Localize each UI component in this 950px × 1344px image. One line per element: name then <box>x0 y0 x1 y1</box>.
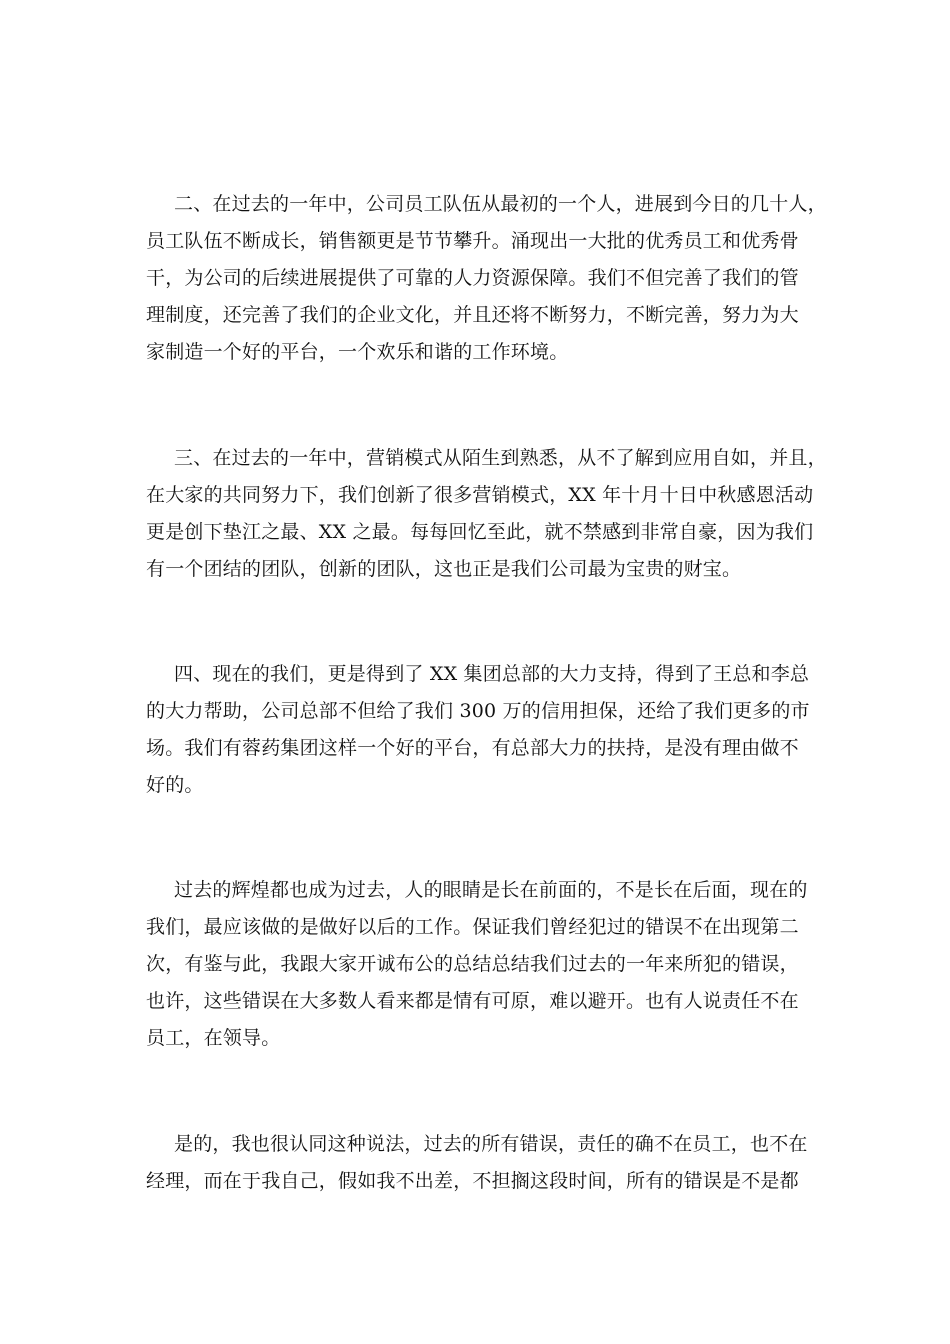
paragraph-2-staff-growth <box>146 186 827 371</box>
text-line: 是的，我也很认同这种说法，过去的所有错误，责任的确不在员工，也不在 <box>174 1133 808 1155</box>
text-line: 干，为公司的后续进展提供了可靠的人力资源保障。我们不但完善了我们的管 <box>146 267 799 289</box>
paragraph-4-headquarters-support <box>146 656 810 804</box>
text-line: 家制造一个好的平台，一个欢乐和谐的工作环境。 <box>146 341 569 363</box>
paragraph-3-marketing <box>146 440 827 588</box>
paragraph-past-glory <box>146 872 810 1057</box>
text-line: 二、在过去的一年中，公司员工队伍从最初的一个人，进展到今日的几十人， <box>174 193 827 215</box>
text-line: 在大家的共同努力下，我们创新了很多营销模式，XX 年十月十日中秋感恩活动 <box>146 484 814 506</box>
text-line: 我们，最应该做的是做好以后的工作。保证我们曾经犯过的错误不在出现第二 <box>146 916 799 938</box>
text-line: 也许，这些错误在大多数人看来都是情有可原，难以避开。也有人说责任不在 <box>146 990 799 1012</box>
text-line: 好的。 <box>146 774 204 796</box>
text-line: 三、在过去的一年中，营销模式从陌生到熟悉，从不了解到应用自如，并且， <box>174 447 827 469</box>
text-line: 理制度，还完善了我们的企业文化，并且还将不断努力，不断完善，努力为大 <box>146 304 799 326</box>
paragraph-responsibility <box>146 1126 810 1200</box>
text-line: 过去的辉煌都也成为过去，人的眼睛是长在前面的，不是长在后面，现在的 <box>174 879 808 901</box>
text-line: 经理，而在于我自己，假如我不出差，不担搁这段时间，所有的错误是不是都 <box>146 1170 799 1192</box>
text-line: 四、现在的我们，更是得到了 XX 集团总部的大力支持，得到了王总和李总 <box>174 663 810 685</box>
text-line: 有一个团结的团队，创新的团队，这也正是我们公司最为宝贵的财宝。 <box>146 558 742 580</box>
text-line: 次，有鉴与此，我跟大家开诚布公的总结总结我们过去的一年来所犯的错误， <box>146 953 799 975</box>
text-line: 员工队伍不断成长，销售额更是节节攀升。涌现出一大批的优秀员工和优秀骨 <box>146 230 799 252</box>
text-line: 员工，在领导。 <box>146 1027 281 1049</box>
text-line: 的大力帮助，公司总部不但给了我们 300 万的信用担保，还给了我们更多的市 <box>146 700 810 722</box>
text-line: 场。我们有蓉药集团这样一个好的平台，有总部大力的扶持，是没有理由做不 <box>146 737 799 759</box>
text-line: 更是创下垫江之最、XX 之最。每每回忆至此，就不禁感到非常自豪，因为我们 <box>146 521 814 543</box>
